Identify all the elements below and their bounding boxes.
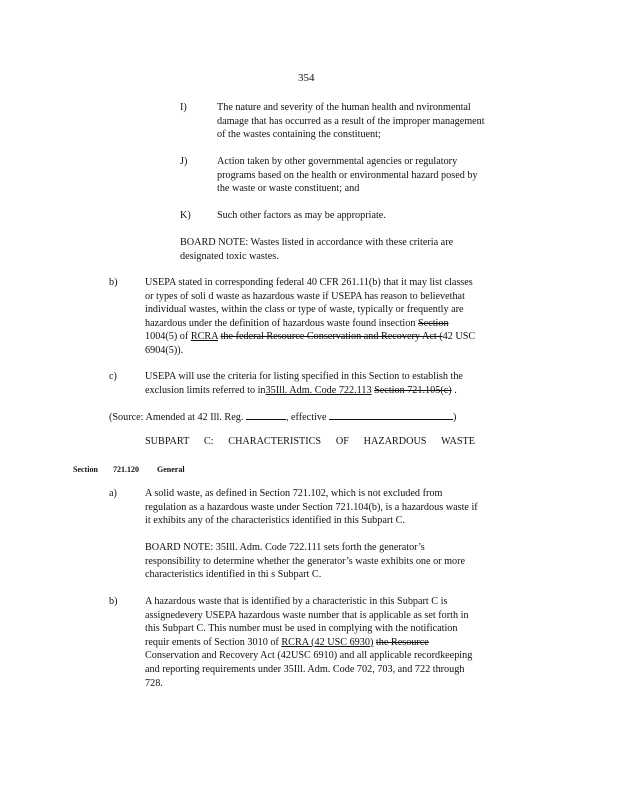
list-item-j-line-1: Action taken by other governmental agencies or regulatory — [217, 156, 458, 167]
para-b2-struck-resource: the Resource — [375, 636, 429, 648]
list-item-i-line-2: damage that has occurred as a result of the improper management — [217, 115, 485, 127]
page-number: 354 — [298, 72, 315, 84]
subpart-heading: SUBPART C: CHARACTERISTICS OF HAZARDOUS WASTE — [145, 436, 475, 447]
source-note — [109, 409, 456, 425]
para-b1-line-5-cite: 42 USC — [442, 331, 476, 343]
source-note-mid: , effective — [285, 412, 327, 423]
para-b2-line-7: 728. — [145, 677, 163, 689]
para-c-line-2 — [145, 384, 535, 398]
para-a-line-3: it exhibits any of the characteristics identified in this Subpart C. — [145, 515, 406, 527]
para-c-struck-section: Section 721.105(c) — [374, 384, 452, 396]
para-b2-label: b) — [109, 596, 118, 607]
para-b1-struck-act: the federal Resource Conservation and Recovery Act ( — [220, 331, 443, 343]
board-note-2 — [145, 541, 535, 582]
para-b1-rcra-inserted: RCRA — [190, 331, 219, 343]
list-item-i — [217, 101, 522, 142]
para-b2-line-3: this Subpart C. This number must be used in complying with the notification — [145, 623, 458, 635]
para-a-line-1: A solid waste, as defined in Section 721.102, which is not excluded from — [145, 488, 443, 499]
para-b1-label: b) — [109, 277, 118, 288]
list-item-j-line-3: the waste or waste constituent; and — [217, 183, 360, 195]
source-reg-blank — [246, 409, 286, 420]
para-c — [145, 370, 535, 397]
section-number: 721.120 — [113, 465, 139, 474]
para-b1 — [145, 276, 535, 358]
para-b2-line-1: A hazardous waste that is identified by a characteristic in this Subpart C is — [145, 596, 448, 607]
para-b1-struck-section: Section — [418, 317, 449, 329]
list-item-i-line-1: The nature and severity of the human health and nvironmental — [217, 102, 471, 113]
board-note-1-line-2: designated toxic wastes. — [180, 250, 279, 262]
para-c-line-1: USEPA will use the criteria for listing specified in this Section to establish the — [145, 371, 463, 382]
para-b1-line-3: individual wastes, within the class or type of waste, typically or frequently are — [145, 304, 464, 316]
para-a — [145, 487, 540, 528]
para-b1-line-2: or types of soli d waste as hazardous waste if USEPA has reason to believethat — [145, 290, 465, 302]
para-b2-line-5: Conservation and Recovery Act (42USC 6910) and all applicable recordkeeping — [145, 650, 473, 662]
para-a-line-2: regulation as a hazardous waste under Section 721.104(b), is a hazardous waste if — [145, 501, 478, 513]
section-word: Section — [73, 465, 98, 474]
para-b2-line-6: and reporting requirements under 35Ill. Adm. Code 702, 703, and 722 through — [145, 663, 465, 675]
section-title: General — [157, 465, 185, 474]
board-note-1-line-1: BOARD NOTE: Wastes listed in accordance with these criteria are — [180, 237, 454, 248]
list-label-i: I) — [180, 102, 187, 113]
source-note-close: ) — [453, 412, 457, 423]
para-b1-line-4-text: hazardous under the definition of hazardous waste found insection — [145, 317, 416, 329]
para-b1-line-4 — [145, 317, 535, 331]
para-b2 — [145, 595, 535, 690]
para-c-line-2-text: exclusion limits referred to in — [145, 384, 266, 396]
board-note-2-line-2: responsibility to determine whether the generator’s waste exhibits one or more — [145, 555, 466, 567]
para-b2-line-4-text: requir ements of Section 3010 of — [145, 636, 279, 648]
list-label-j: J) — [180, 156, 188, 167]
para-c-label: c) — [109, 371, 117, 382]
para-b1-line-1: USEPA stated in corresponding federal 40 CFR 261.11(b) that it may list classes — [145, 277, 473, 288]
list-item-j — [217, 155, 527, 196]
list-label-k: K) — [180, 210, 191, 221]
para-b1-line-5-text: 1004(5) of — [145, 331, 189, 343]
para-b2-line-2: assignedevery USEPA hazardous waste number that is applicable as set forth in — [145, 609, 469, 621]
source-note-text: (Source: Amended at 42 Ill. Reg. — [109, 412, 244, 423]
board-note-2-line-1: BOARD NOTE: 35Ill. Adm. Code 722.111 sets forth the generator’s — [145, 542, 425, 553]
source-effective-blank — [329, 409, 453, 420]
list-item-i-line-3: of the wastes containing the constituent; — [217, 129, 381, 141]
para-c-line-2-end: . — [454, 384, 457, 396]
para-a-label: a) — [109, 488, 117, 499]
list-item-j-line-2: programs based on the health or environmental hazard posed by — [217, 169, 478, 181]
board-note-1 — [180, 236, 510, 263]
board-note-2-line-3: characteristics identified in thi s Subpart C. — [145, 569, 322, 581]
para-b2-inserted-rcra: RCRA (42 USC 6930) — [281, 636, 374, 648]
para-b2-line-4 — [145, 636, 535, 650]
para-b1-line-6: 6904(5)). — [145, 344, 184, 356]
para-b1-line-5 — [145, 330, 535, 344]
para-c-inserted-citation: 35Ill. Adm. Code 722.113 — [265, 384, 372, 396]
list-item-k: Such other factors as may be appropriate. — [217, 210, 386, 221]
